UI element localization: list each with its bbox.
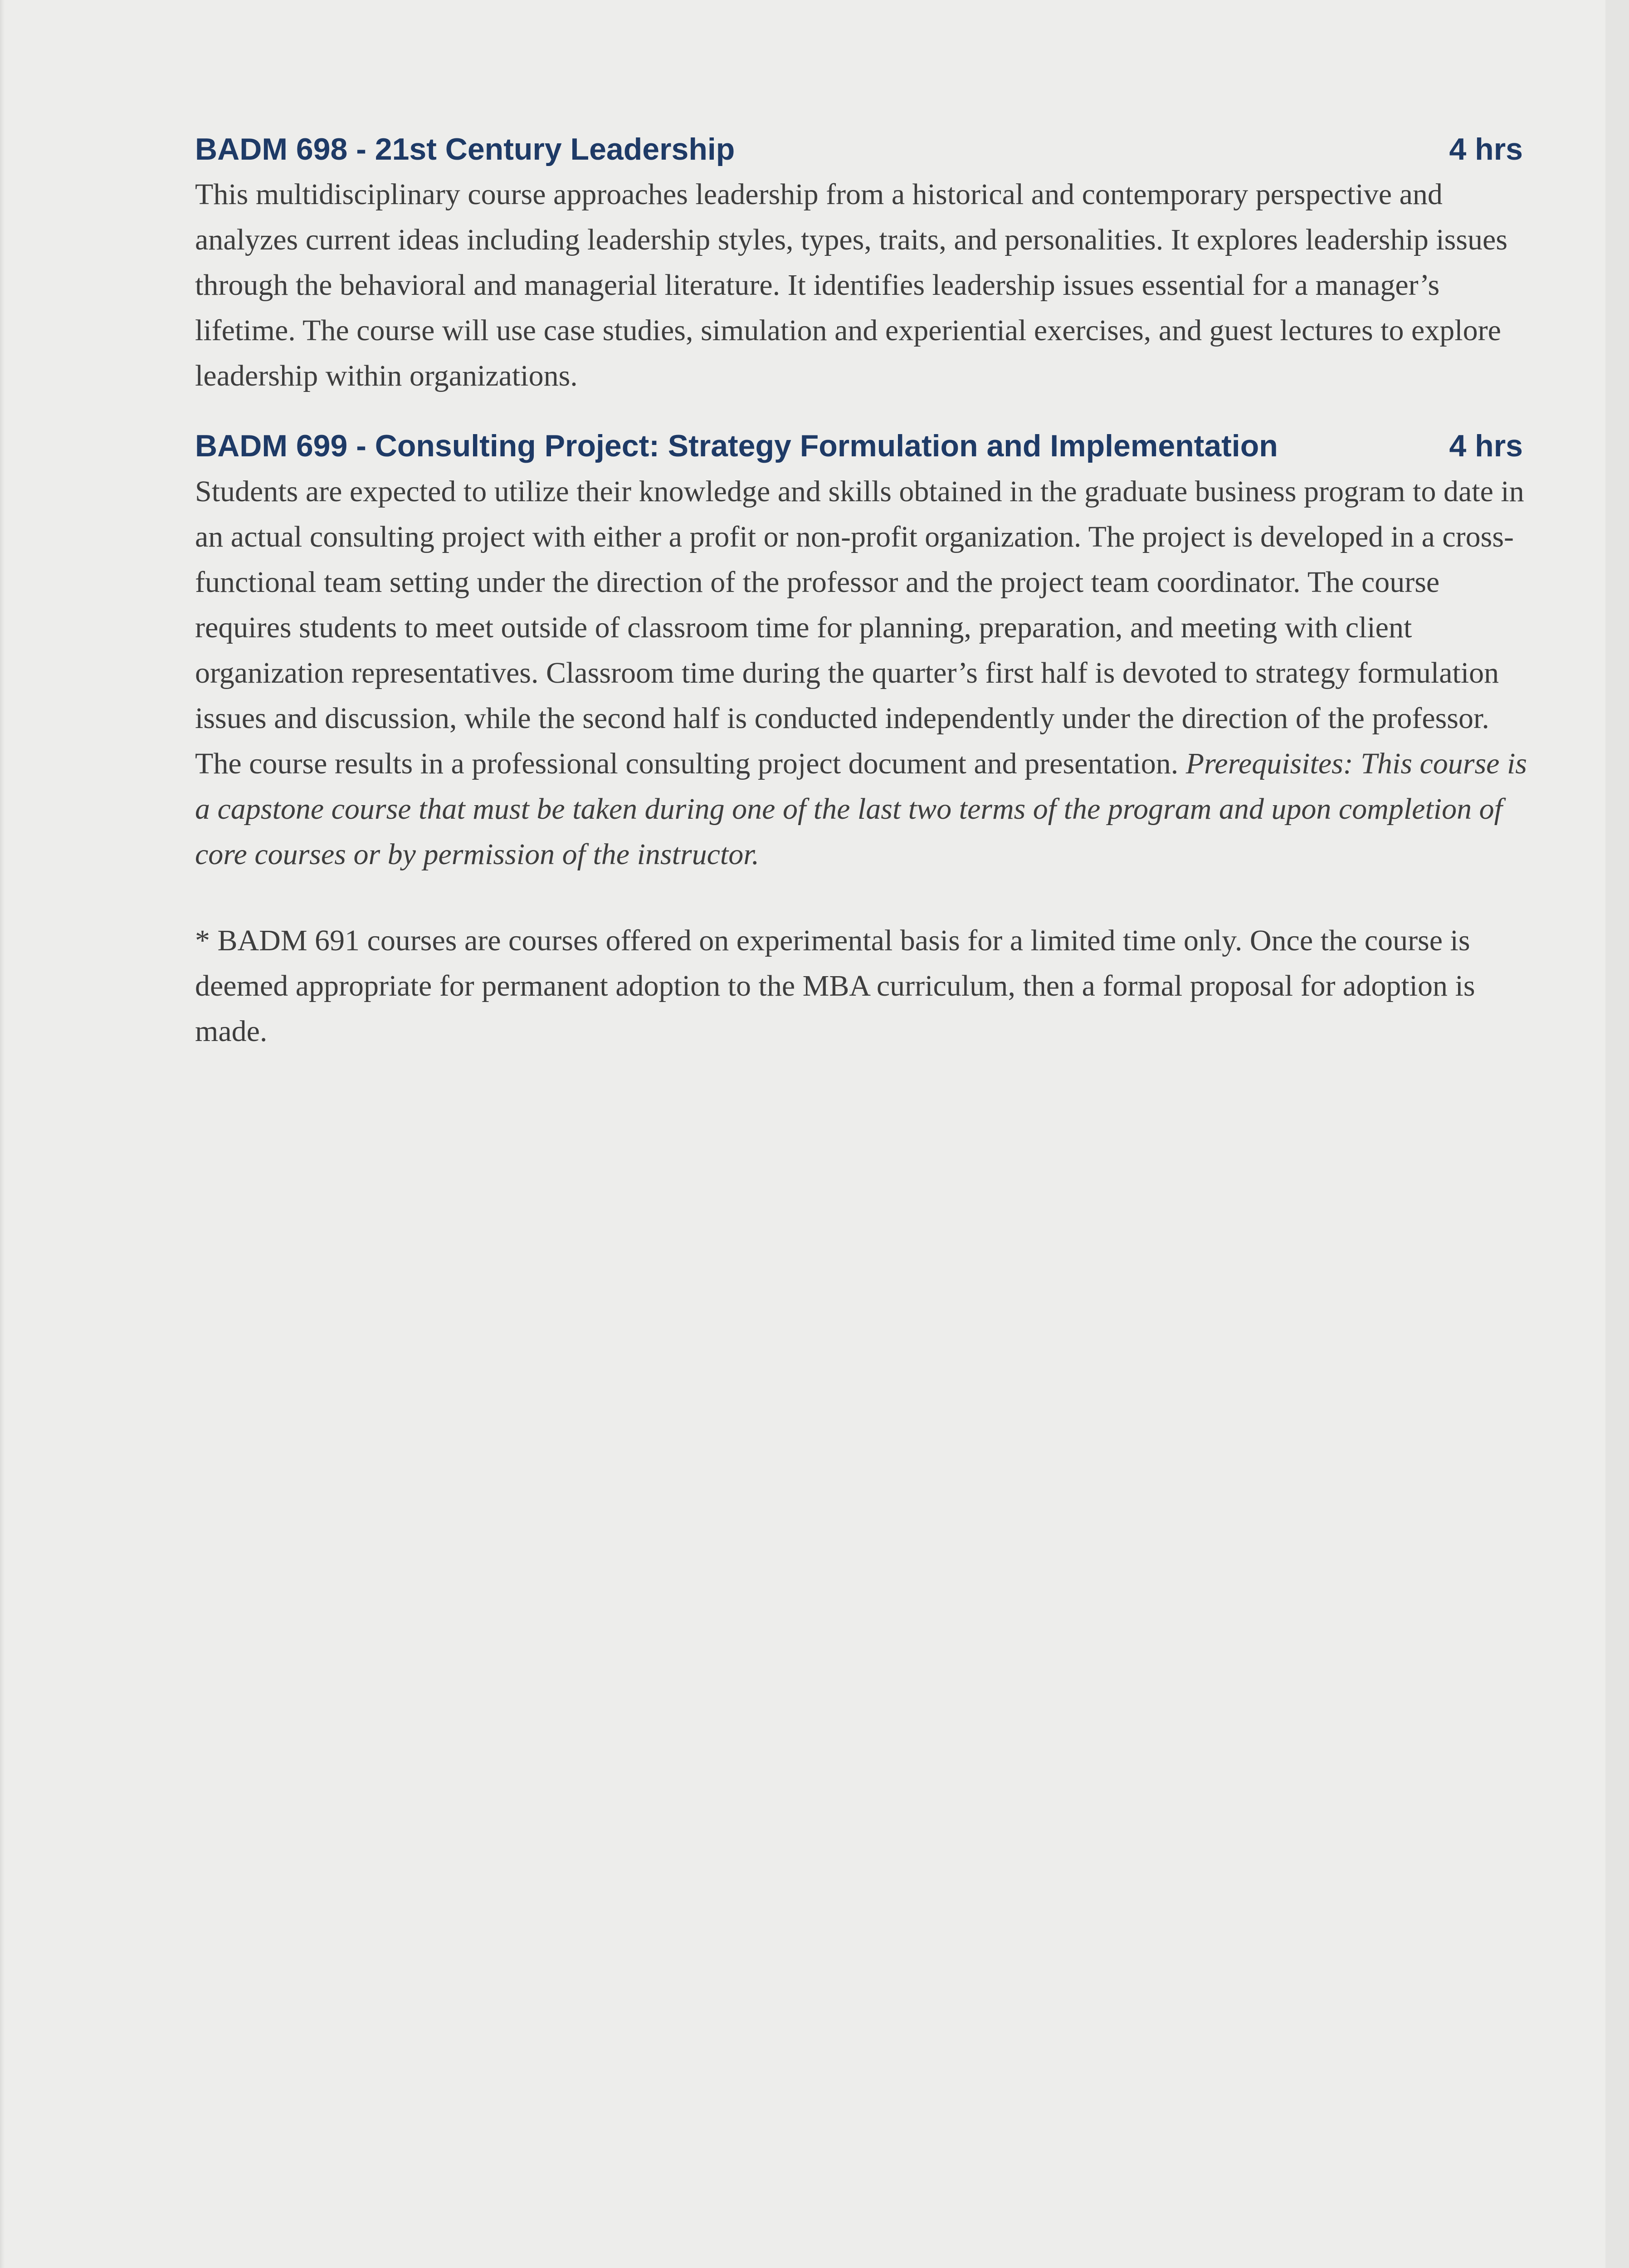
course-hours: 4 hrs [1449, 429, 1523, 464]
catalog-content [195, 129, 1542, 1054]
course-entry-badm-698 [195, 129, 1542, 399]
page-right-edge [1605, 0, 1629, 2268]
course-title: BADM 699 - Consulting Project: Strategy Formulation and Implementation [195, 429, 1278, 464]
course-description [195, 469, 1542, 877]
course-entry-badm-699 [195, 426, 1542, 877]
course-title: BADM 698 - 21st Century Leadership [195, 132, 735, 166]
course-hours: 4 hrs [1449, 132, 1523, 166]
course-description-text: This multidisciplinary course approaches leadership from a historical and contemporary perspective and analyzes current ideas including leadership styles, types, traits, and personalities. It explores leadership issues through the behavioral and managerial literature. It identifies leadership issues essential for a manager’s lifetime. The course will use case studies, simulation and experiential exercises, and guest lectures to explore leadership within organizations. [195, 178, 1508, 393]
course-prerequisites: Prerequisites: This course is a capstone course that must be taken during one of the last two terms of the program and upon completion of core courses or by permission of the instructor. [195, 747, 1527, 871]
course-header [195, 129, 1542, 169]
course-header [195, 426, 1542, 466]
footnote: * BADM 691 courses are courses offered on experimental basis for a limited time only. Once the course is deemed appropriate for permanent adoption to the MBA curriculum, then a formal proposal for adoption is made. [195, 924, 1475, 1048]
course-description [195, 172, 1542, 399]
course-description-text: Students are expected to utilize their knowledge and skills obtained in the graduate business program to date in an actual consulting project with either a profit or non-profit organization. The project is developed in a cross-functional team setting under the direction of the professor and the project team coordinator. The course requires students to meet outside of classroom time for planning, preparation, and meeting with client organization representatives. Classroom time during the quarter’s first half is devoted to strategy formulation issues and discussion, while the second half is conducted independently under the direction of the professor. The course results in a professional consulting project document and presentation. [195, 474, 1524, 780]
page-left-shadow [0, 0, 5, 2268]
